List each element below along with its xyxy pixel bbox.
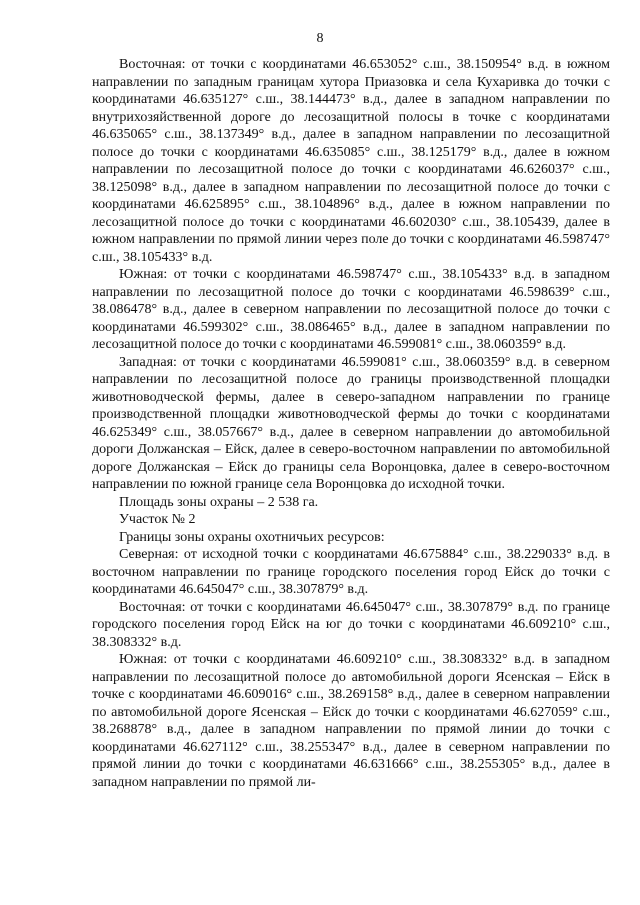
section-heading-plot-2: Участок № 2 [119, 512, 196, 527]
paragraph-west-boundary: Западная: от точки с координатами 46.599081° с.ш., 38.060359° в.д. в северном направлении по лесозащитной полосе до границы производственной площадки животноводческой фермы, далее в северо-западном направлении по границе производственной площадки животноводческой фермы до точки с координатами 46.625349° с.ш., 38.057667° в.д., далее в северном направлении до автомобильной дороги Должанская – Ейск, далее в северо-восточном направлении по автомобильной дороге Должанская – Ейск до границы села Воронцовка, далее в северо-восточном направлении по южной границе села Воронцовка до исходной точки. [92, 354, 610, 492]
paragraph-area: Площадь зоны охраны – 2 538 га. [119, 494, 319, 510]
paragraph-plot2-east-boundary: Восточная: от точки с координатами 46.645047° с.ш., 38.307879° в.д. по границе городского поселения город Ейск на юг до точки с координатами 46.609210° с.ш., 38.308332° в.д. [92, 599, 610, 650]
paragraph-south-boundary: Южная: от точки с координатами 46.598747° с.ш., 38.105433° в.д. в западном направлении по лесозащитной полосе до точки с координатами 46.598639° с.ш., 38.086478° в.д., далее в северном направлении по лесозащитной полосе до точки с координатами 46.599302° с.ш., 38.086465° в.д., далее в западном направлении по лесозащитной полосе до точки с координатами 46.599081° с.ш., 38.060359° в.д. [92, 267, 610, 352]
page-number: 8 [316, 31, 324, 46]
paragraph-plot2-north-boundary: Северная: от исходной точки с координатами 46.675884° с.ш., 38.229033° в.д. в восточном направлении по границе городского поселения город Ейск до точки с координатами 46.645047° с.ш., 38.307879° в.д. [92, 547, 610, 597]
paragraph-boundaries-heading: Границы зоны охраны охотничьих ресурсов: [119, 529, 385, 545]
paragraph-east-boundary: Восточная: от точки с координатами 46.653052° с.ш., 38.150954° в.д. в южном направлении по западным границам хутора Приазовка и села Кухаривка до точки с координатами 46.635127° с.ш., 38.144473° в.д., далее в западном направлении по внутрихозяйственной дороге до лесозащитной полосы в точке с координатами 46.635065° с.ш., 38.137349° в.д., далее в западном направлении по лесозащитной полосе до точки с координатами 46.635085° с.ш., 38.125179° в.д., далее в южном направлении по лесозащитной полосе до точки с координатами 46.626037° с.ш., 38.125098° в.д., далее в западном направлении по лесозащитной полосе до точки с координатами 46.625895° с.ш., 38.104896° в.д., далее в южном направлении по лесозащитной полосе до точки с координатами 46.602030° с.ш., 38.105439, далее в южном направлении по прямой линии через поле до точки с координатами 46.598747° с.ш., 38.105433° в.д. [92, 57, 610, 265]
document-body [92, 56, 610, 791]
paragraph-plot2-south-boundary: Южная: от точки с координатами 46.609210° с.ш., 38.308332° в.д. в западном направлении по лесозащитной полосе до автомобильной дороги Ясенская – Ейск в точке с координатами 46.609016° с.ш., 38.269158° в.д., далее в северном направлении по автомобильной дороге Ясенская – Ейск до точки с координатами 46.627059° с.ш., 38.268878° в.д., далее в западном направлении по прямой линии до точки с координатами 46.627112° с.ш., 38.255347° в.д., далее в северном направлении по прямой линии до точки с координатами 46.631666° с.ш., 38.255305° в.д., далее в западном направлении по прямой ли- [92, 652, 610, 790]
